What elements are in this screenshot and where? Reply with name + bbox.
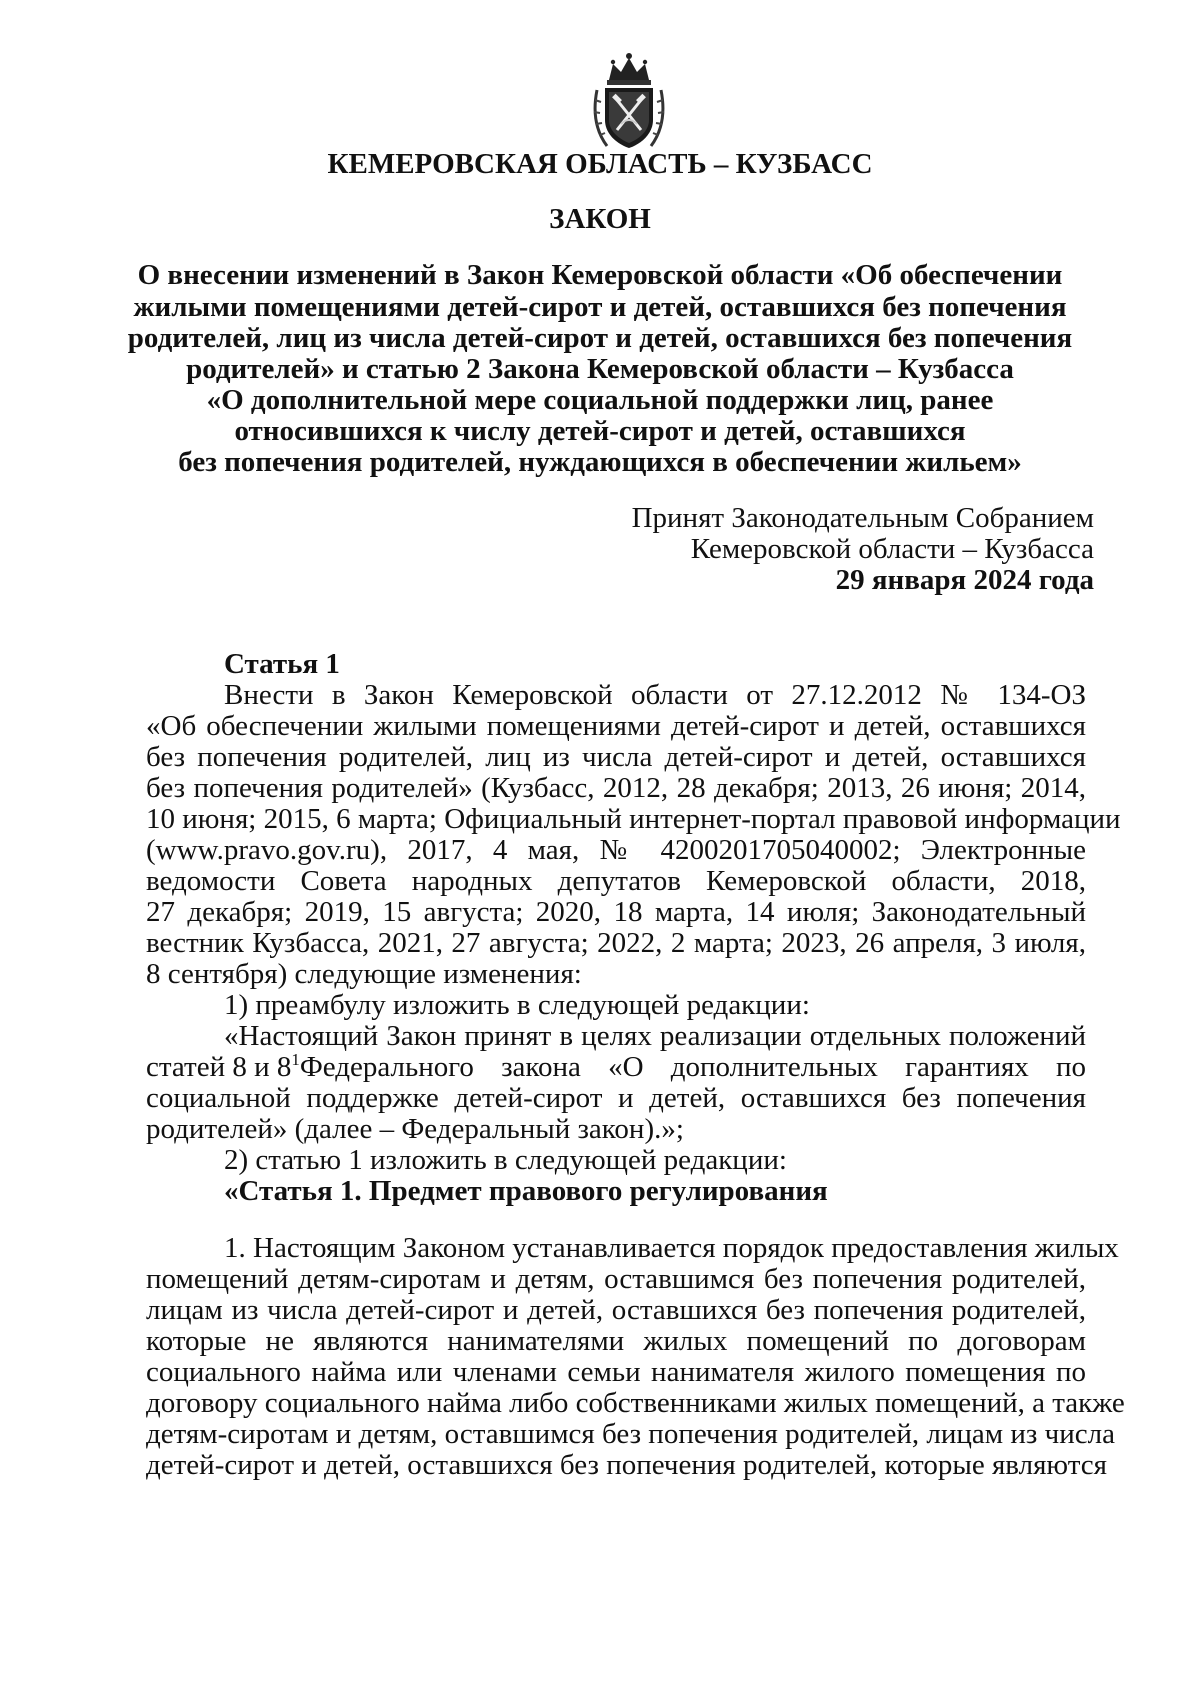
article-text-line: 8 сентября) следующие изменения: <box>146 958 582 990</box>
article-text-line: 27 декабря; 2019, 15 августа; 2020, 18 марта, 14 июля; Законодательный <box>146 896 1086 928</box>
title-line: родителей» и статью 2 Закона Кемеровской области – Кузбасса <box>186 353 1014 385</box>
paragraph-line: детям-сиротам и детям, оставшимся без попечения родителей, лицам из числа <box>146 1418 1115 1450</box>
article-text-line: «Об обеспечении жилыми помещениями детей-сирот и детей, оставшихся <box>146 710 1086 742</box>
paragraph-line: лицам из числа детей-сирот и детей, оставшихся без попечения родителей, <box>146 1294 1086 1326</box>
article-text-line: ведомости Совета народных депутатов Кемеровской области, 2018, <box>146 865 1086 897</box>
article-text-line: без попечения родителей» (Кузбасс, 2012, 28 декабря; 2013, 26 июня; 2014, <box>146 772 1086 804</box>
paragraph-line: помещений детям-сиротам и детям, оставшимся без попечения родителей, <box>146 1263 1086 1295</box>
title-line: относившихся к числу детей-сирот и детей, оставшихся <box>234 415 966 447</box>
preamble-line: «Настоящий Закон принят в целях реализации отдельных положений <box>224 1020 1086 1052</box>
title-line: О внесении изменений в Закон Кемеровской области «Об обеспечении <box>137 259 1063 291</box>
article-text-line: (www.pravo.gov.ru), 2017, 4 мая, № 4200201705040002; Электронные <box>146 834 1086 866</box>
amendment-item: 1) преамбулу изложить в следующей редакции: <box>224 989 810 1021</box>
article-text-line: вестник Кузбасса, 2021, 27 августа; 2022, 2 марта; 2023, 26 апреля, 3 июля, <box>146 927 1086 959</box>
paragraph-line: социального найма или членами семьи нанимателя жилого помещения по <box>146 1356 1086 1388</box>
title-line: жилыми помещениями детей-сирот и детей, оставшихся без попечения <box>133 291 1067 323</box>
title-line: родителей, лиц из числа детей-сирот и детей, оставшихся без попечения <box>127 322 1073 354</box>
document-type: ЗАКОН <box>549 203 651 235</box>
paragraph-line: детей-сирот и детей, оставшихся без попечения родителей, которые являются <box>146 1449 1107 1481</box>
article-heading: Статья 1 <box>224 648 340 680</box>
kuzbass-coat-of-arms-icon <box>591 50 667 154</box>
preamble-line: социальной поддержке детей-сирот и детей, оставшихся без попечения <box>146 1082 1086 1114</box>
superscript: 1 <box>291 1050 300 1069</box>
paragraph-line: договору социального найма либо собственниками жилых помещений, а также <box>146 1387 1125 1419</box>
sub-article-heading: «Статья 1. Предмет правового регулирования <box>224 1175 828 1207</box>
title-line: без попечения родителей, нуждающихся в обеспечении жильем» <box>178 446 1022 478</box>
preamble-line <box>146 1051 1086 1083</box>
adoption-body: Принят Законодательным Собранием <box>631 502 1094 534</box>
adoption-region: Кемеровской области – Кузбасса <box>690 533 1094 565</box>
paragraph-line: которые не являются нанимателями жилых помещений по договорам <box>146 1325 1086 1357</box>
region-heading: КЕМЕРОВСКАЯ ОБЛАСТЬ – КУЗБАСС <box>327 148 873 180</box>
adoption-date: 29 января 2024 года <box>835 564 1094 596</box>
preamble-text: статей 8 и $8^1$ <box>146 1050 300 1083</box>
preamble-line: родителей» (далее – Федеральный закон).»; <box>146 1113 684 1145</box>
article-text-line: без попечения родителей, лиц из числа детей-сирот и детей, оставшихся <box>146 741 1086 773</box>
title-line: «О дополнительной мере социальной поддержки лиц, ранее <box>206 384 994 416</box>
preamble-text: Федерального закона «О дополнительных гарантиях по <box>299 1051 1086 1083</box>
article-text-line: Внести в Закон Кемеровской области от 27.12.2012 № 134-ОЗ <box>224 679 1086 711</box>
article-text-line: 10 июня; 2015, 6 марта; Официальный интернет-портал правовой информации <box>146 803 1121 835</box>
amendment-item: 2) статью 1 изложить в следующей редакции: <box>224 1144 787 1176</box>
paragraph-line: 1. Настоящим Законом устанавливается порядок предоставления жилых <box>224 1232 1119 1264</box>
